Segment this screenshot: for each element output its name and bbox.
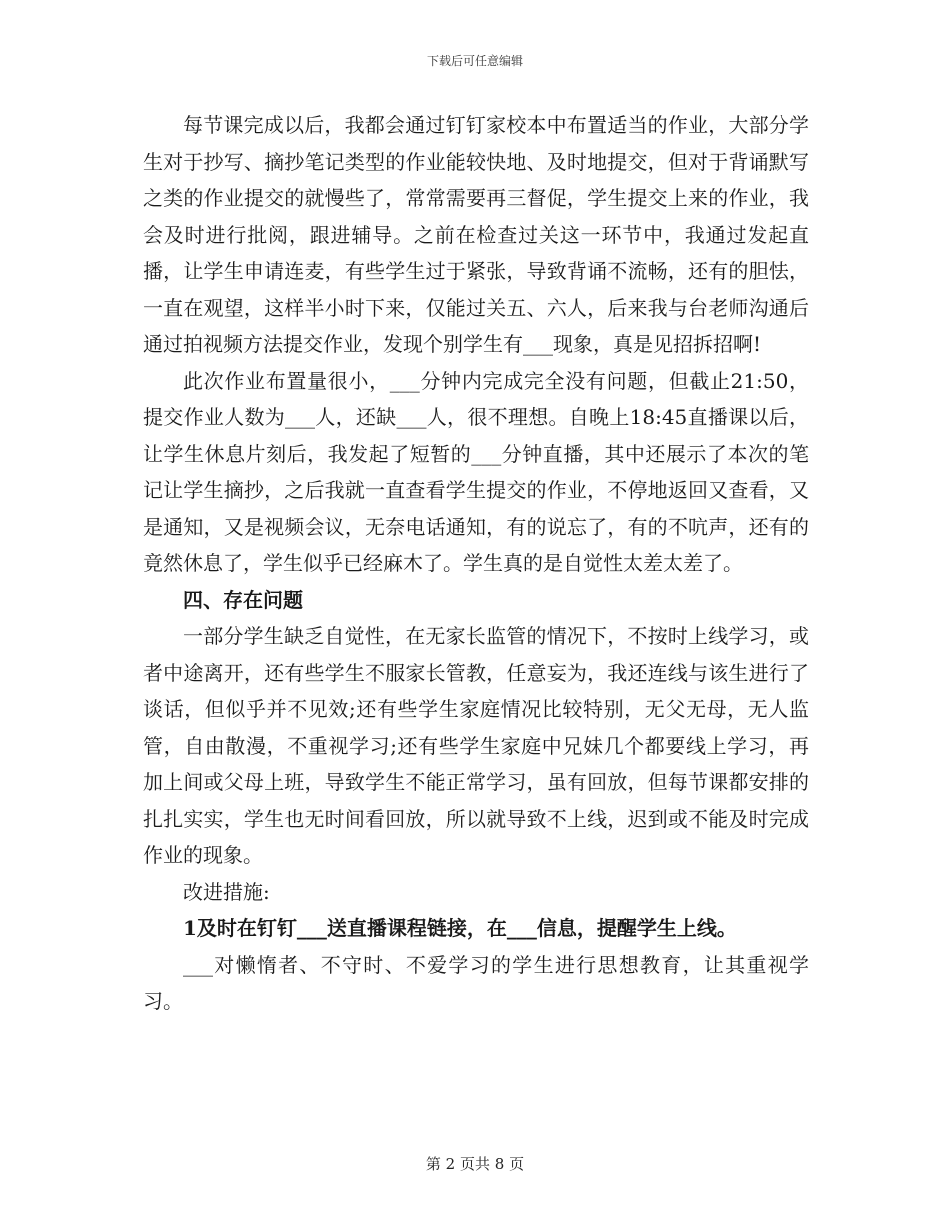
improvement-measure-1: 1及时在钉钉___送直播课程链接，在___信息，提醒学生上线。 bbox=[183, 916, 737, 940]
improvement-label: 改进措施: bbox=[183, 879, 270, 904]
page-number: 第 2 页共 8 页 bbox=[425, 1155, 525, 1173]
page-header: 下载后可任意编辑 bbox=[426, 54, 523, 68]
document-body bbox=[143, 107, 809, 1020]
paragraph-ideological-education: ___对懒惰者、不守时、不爱学习的学生进行思想教育，让其重视学习。 bbox=[143, 952, 809, 1013]
paragraph-homework-submission: 每节课完成以后，我都会通过钉钉家校本中布置适当的作业，大部分学生对于抄写、摘抄笔记类型的作业能较快地、及时地提交，但对于背诵默写之类的作业提交的就慢些了，常常需要再三督促，学生提交上来的作业，我会及时进行批阅，跟进辅导。之前在检查过关这一环节中，我通过发起直播，让学生申请连麦，有些学生过于紧张，导致背诵不流畅，还有的胆怯，一直在观望，这样半小时下来，仅能过关五、六人，后来我与台老师沟通后通过拍视频方法提交作业，发现个别学生有___现象，真是见招拆招啊! bbox=[143, 113, 809, 356]
section-heading-problems: 四、存在问题 bbox=[183, 587, 303, 612]
paragraph-problems: 一部分学生缺乏自觉性，在无家长监管的情况下，不按时上线学习，或者中途离开，还有些学生不服家长管教，任意妄为，我还连线与该生进行了谈话，但似乎并不见效;还有些学生家庭情况比较特别，无父无母，无人监管，自由散漫，不重视学习;还有些学生家庭中兄妹几个都要线上学习，再加上间或父母上班，导致学生不能正常学习，虽有回放，但每节课都安排的扎扎实实，学生也无时间看回放，所以就导致不上线，迟到或不能及时完成作业的现象。 bbox=[143, 624, 809, 867]
paragraph-homework-statistics: 此次作业布置量很小，___分钟内完成完全没有问题，但截止21:50，提交作业人数为___人，还缺___人，很不理想。自晚上18:45直播课以后，让学生休息片刻后，我发起了短暂的___分钟直播，其中还展示了本次的笔记让学生摘抄，之后我就一直查看学生提交的作业，不停地返回又查看，又是通知，又是视频会议，无奈电话通知，有的说忘了，有的不吭声，还有的竟然休息了，学生似乎已经麻木了。学生真的是自觉性太差太差了。 bbox=[143, 368, 809, 575]
